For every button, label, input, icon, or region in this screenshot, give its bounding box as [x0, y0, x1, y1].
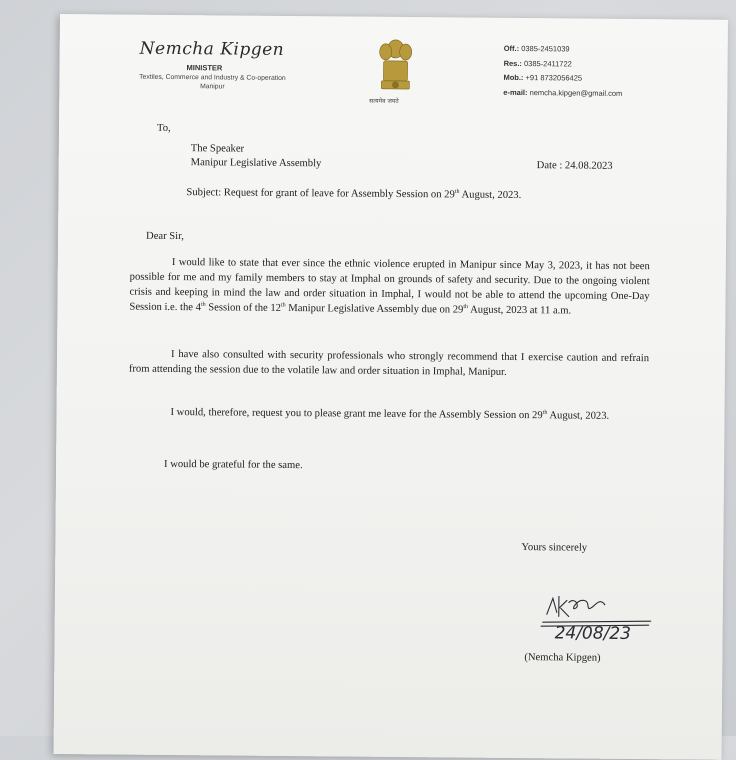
signature-date: 24/08/23 — [554, 623, 632, 645]
paragraph-2: I have also consulted with security professionals who strongly recommend that I exercise caution and refrain from attending the session due to the volatile law and order situation in Imphal, Manipur. — [128, 348, 650, 378]
contact-residence: Res.: 0385-2411722 — [503, 58, 572, 68]
paragraph-1: I would like to state that ever since the ethnic violence erupted in Manipur since May 3, 2023, it has not been possible for me and my family members to stay at Imphal on grounds of safety and security. Due to the ongoing violent crisis and keeping in mind the law and order situation in Imphal, I would not be able to attend the upcoming One-Day Session i.e. the 4th Session of the 12th Manipur Legislative Assembly due on 29th August, 2023 at 11 a.m. — [129, 256, 650, 317]
paragraph-4: I would be grateful for the same. — [164, 458, 303, 472]
portfolio-text: Textiles, Commerce and Industry & Co-operation — [139, 73, 286, 82]
letterhead-name: Nemcha Kipgen — [139, 38, 285, 60]
to-line: To, — [156, 122, 171, 134]
recipient-title: The Speaker — [190, 143, 245, 155]
contact-email: e-mail: nemcha.kipgen@gmail.com — [503, 87, 623, 98]
closing: Yours sincerely — [521, 542, 588, 554]
letterhead-portfolio — [137, 73, 287, 92]
subject-line: Subject: Request for grant of leave for Assembly Session on 29th August, 2023. — [186, 187, 522, 202]
signatory-name: (Nemcha Kipgen) — [524, 652, 601, 664]
contact-block — [503, 42, 622, 101]
salutation: Dear Sir, — [146, 230, 184, 243]
letter-page — [54, 14, 728, 760]
letterhead-designation: MINISTER — [186, 63, 223, 73]
emblem-caption: सत्यमेव जयते — [369, 97, 399, 105]
portfolio-place: Manipur — [200, 83, 225, 91]
paragraph-3: I would, therefore, request you to please grant me leave for the Assembly Session on 29th August, 2023. — [170, 406, 610, 422]
letter-date: Date : 24.08.2023 — [536, 160, 613, 172]
contact-office: Off.: 0385-2451039 — [503, 43, 570, 54]
contact-mobile: Mob.: +91 8732056425 — [503, 72, 583, 83]
handwritten-signature — [540, 586, 661, 651]
recipient-organisation: Manipur Legislative Assembly — [190, 157, 322, 170]
